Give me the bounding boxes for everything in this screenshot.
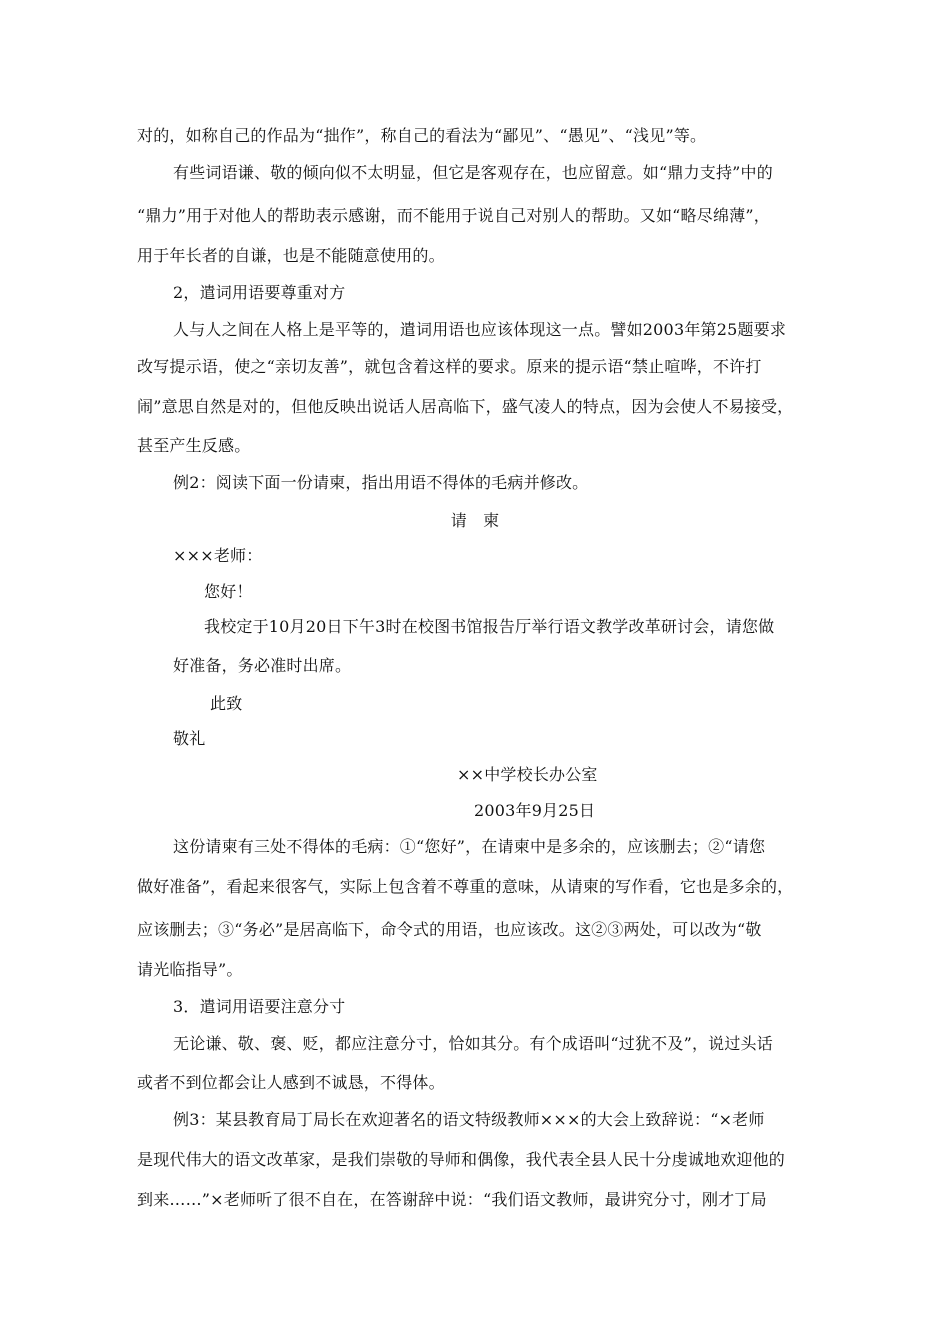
paragraph-line: 闹”意思自然是对的，但他反映出说话人居高临下，盛气凌人的特点，因为会使人不易接受， [137, 397, 794, 416]
invitation-body: 好准备，务必准时出席。 [173, 656, 352, 675]
invitation-closing: 敬礼 [173, 729, 206, 748]
section-heading: 3．遣词用语要注意分寸 [173, 997, 346, 1016]
paragraph-line: 请光临指导”。 [137, 960, 243, 979]
paragraph-line: 无论谦、敬、褒、贬，都应注意分寸，恰如其分。有个成语叫“过犹不及”，说过头话 [173, 1034, 773, 1053]
section-heading: 2，遣词用语要尊重对方 [173, 283, 346, 302]
paragraph-line: 用于年长者的自谦，也是不能随意使用的。 [137, 246, 445, 265]
paragraph-line: 有些词语谦、敬的倾向似不太明显，但它是客观存在，也应留意。如“鼎力支持”中的 [173, 163, 773, 182]
paragraph-line: 到来……”×老师听了很不自在，在答谢辞中说：“我们语文教师，最讲究分寸，刚才丁局 [137, 1190, 767, 1209]
paragraph-line: 是现代伟大的语文改革家，是我们崇敬的导师和偶像，我代表全县人民十分虔诚地欢迎他的 [137, 1150, 786, 1169]
paragraph-line: “鼎力”用于对他人的帮助表示感谢，而不能用于说自己对别人的帮助。又如“略尽绵薄”， [137, 206, 770, 225]
paragraph-line: 这份请柬有三处不得体的毛病：①“您好”，在请柬中是多余的，应该删去；②“请您 [173, 837, 766, 856]
invitation-salutation: ×××老师： [173, 546, 263, 565]
invitation-closing: 此致 [210, 694, 243, 713]
paragraph-line: 甚至产生反感。 [137, 436, 251, 455]
paragraph-line: 或者不到位都会让人感到不诚恳，不得体。 [137, 1073, 445, 1092]
invitation-title: 请 柬 [450, 511, 500, 530]
paragraph-line: 应该删去；③“务必”是居高临下，命令式的用语，也应该改。这②③两处，可以改为“敬 [137, 920, 762, 939]
invitation-sender: ××中学校长办公室 [457, 765, 598, 784]
invitation-body: 我校定于10月20日下午3时在校图书馆报告厅举行语文教学改革研讨会，请您做 [204, 617, 775, 636]
invitation-date: 2003年9月25日 [474, 801, 596, 820]
invitation-greeting: 您好！ [204, 582, 253, 601]
paragraph-line: 例3：某县教育局丁局长在欢迎著名的语文特级教师×××的大会上致辞说：“×老师 [173, 1110, 765, 1129]
paragraph-line: 对的，如称自己的作品为“拙作”，称自己的看法为“鄙见”、“愚见”、“浅见”等。 [137, 126, 707, 145]
paragraph-line: 人与人之间在人格上是平等的，遣词用语也应该体现这一点。譬如2003年第25题要求 [173, 320, 787, 339]
paragraph-line: 做好准备”，看起来很客气，实际上包含着不尊重的意味，从请柬的写作看，它也是多余的， [137, 877, 794, 896]
paragraph-line: 改写提示语，使之“亲切友善”，就包含着这样的要求。原来的提示语“禁止喧哗，不许打 [137, 357, 762, 376]
example-heading: 例2：阅读下面一份请柬，指出用语不得体的毛病并修改。 [173, 473, 589, 492]
